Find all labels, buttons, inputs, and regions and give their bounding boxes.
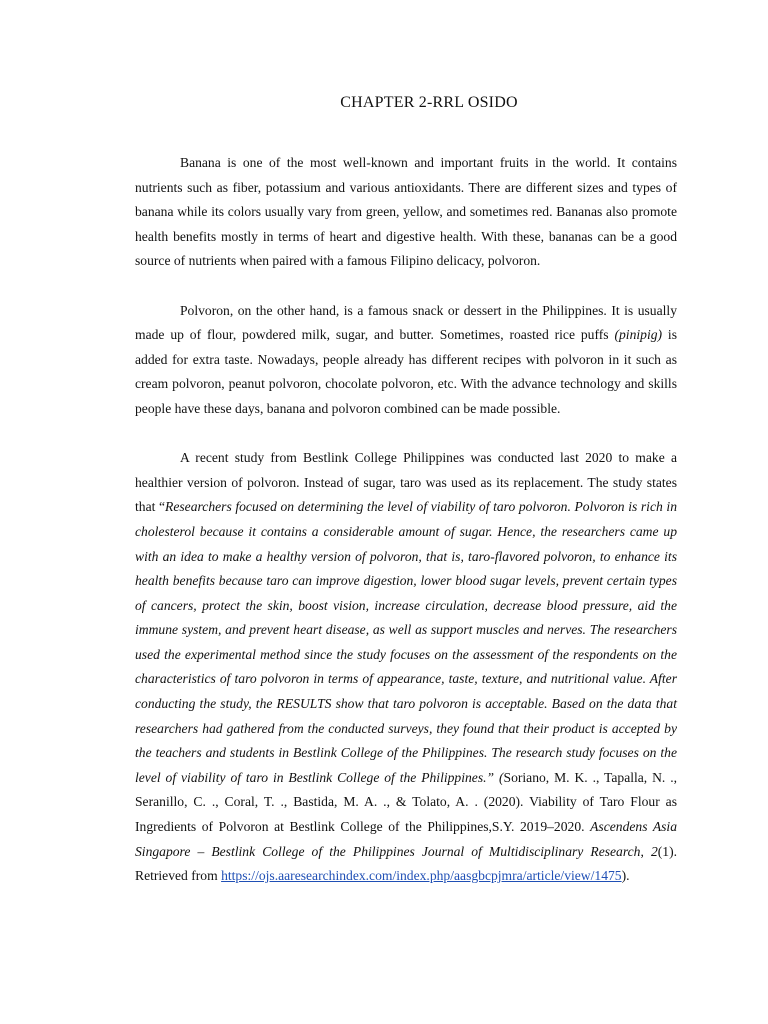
citation-end: ). — [621, 868, 630, 884]
journal-issue-retrieved: (1). Retrieved from — [135, 843, 677, 884]
study-quote: Researchers focused on determining the level of viability of taro polvoron. Polvoron is rich in cholesterol because it contains a considerable amount of sugar. Hence, the researchers came up with an idea to make a healthy version of polvoron, that is, taro-flavored polvoron, to enhance its health benefits because taro can improve digestion, lower blood sugar levels, prevent certain types of cancers, protect the skin, boost vision, increase circulation, decrease blood pressure, aid the immune system, and prevent heart disease, as well as support muscles and nerves. The researchers used the experimental method since the study focuses on the assessment of the respondents on the characteristics of taro polvoron in terms of appearance, taste, texture, and nutritional value. After conducting the study, the RESULTS show that taro polvoron is acceptable. Based on the data that researchers had gathered from the conducted surveys, they found that their product is accepted by the teachers and students in Bestlink College of the Philippines. The research study focuses on the level of viability of taro in Bestlink College of the Philippines.” ( — [135, 499, 677, 785]
journal-volume: 2 — [650, 843, 658, 859]
study-intro: A recent study from Bestlink College Philippines was conducted last 2020 to make a healthier version of polvoron. Instead of sugar, taro was used as its replacement. The study states that “ — [135, 450, 677, 515]
article-link[interactable]: https://ojs.aaresearchindex.com/index.php/aasgbcpjmra/article/view/1475 — [221, 868, 622, 884]
paragraph-polvoron — [135, 299, 677, 422]
citation-comma: , — [640, 843, 651, 859]
study-citation: Soriano, M. K. ., Tapalla, N. ., Seranillo, C. ., Coral, T. ., Bastida, M. A. ., & Tolato, A. . (2020). Viability of Taro Flour as Ingredients of Polvoron at Bestlink College of the Philippines,S.Y. 2019–2020. — [135, 769, 677, 835]
journal-name: Ascendens Asia Singapore – Bestlink College of the Philippines Journal of Multidisciplinary Research — [135, 819, 677, 859]
document-body — [135, 151, 677, 889]
paragraph-study — [135, 446, 677, 889]
pinipig-term: (pinipig) — [614, 327, 663, 343]
page-title: CHAPTER 2-RRL OSIDO — [340, 94, 518, 111]
paragraph-polvoron-text-1: Polvoron, on the other hand, is a famous snack or dessert in the Philippines. It is usually made up of flour, powdered milk, sugar, and butter. Sometimes, roasted rice puffs — [135, 302, 677, 343]
paragraph-polvoron-text-2: is added for extra taste. Nowadays, people already has different recipes with polvoron in it such as cream polvoron, peanut polvoron, chocolate polvoron, etc. With the advance technology and skills people have these days, banana and polvoron combined can be made possible. — [135, 327, 677, 416]
paragraph-banana: Banana is one of the most well-known and important fruits in the world. It contains nutrients such as fiber, potassium and various antioxidants. There are different sizes and types of banana while its colors usually vary from green, yellow, and sometimes red. Bananas also promote health benefits mostly in terms of heart and digestive health. With these, bananas can be a good source of nutrients when paired with a famous Filipino delicacy, polvoron. — [135, 155, 677, 269]
